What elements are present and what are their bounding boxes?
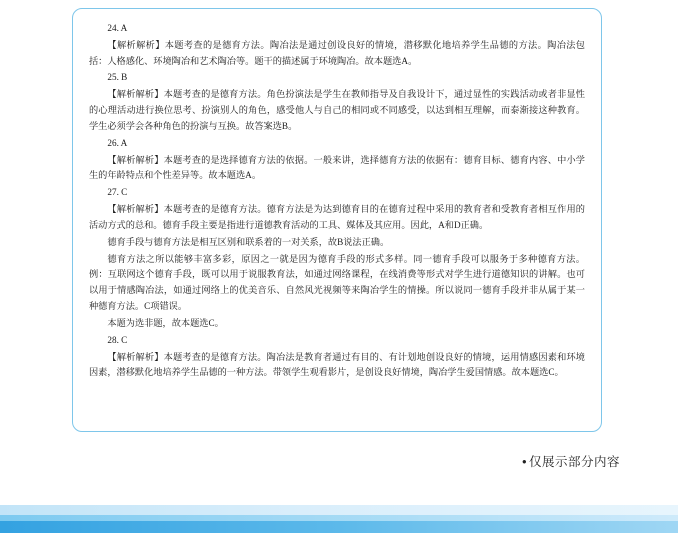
question-number: 24. A	[107, 23, 128, 33]
analysis-paragraph: 【解析解析】本题考查的是德育方法。陶冶法是教育者通过有目的、有计划地创设良好的情境，运用情感因素和环境因素，潜移默化地培养学生品德的一种方法。带领学生观看影片，是创设良好情境，陶冶学生爱国情感。故本题选C。	[89, 351, 585, 378]
analysis-paragraph: 【解析解析】本题考查的是德育方法。陶冶法是通过创设良好的情境，潜移默化地培养学生品德的方法。陶冶法包括：人格感化、环境陶冶和艺术陶冶等。题干的描述属于环境陶冶。故本题选A。	[89, 39, 585, 66]
bullet-icon: •	[522, 455, 527, 469]
question-number: 26. A	[107, 137, 128, 148]
analysis-paragraph: 德育方法之所以能够丰富多彩，原因之一就是因为德育手段的形式多样。同一德育手段可以服务于多种德育方法。例：互联网这个德育手段，既可以用于说服教育法，如通过网络课程，在线消费等形式对学生进行道德知识的讲解。也可以用于情感陶冶法，如通过网络上的优美音乐、自然风光视频等来陶冶学生的情操。所以说同一德育手段并非从属于某一种德育方法。C项错误。	[89, 253, 585, 312]
analysis-paragraph: 本题为选非题，故本题选C。	[107, 317, 224, 328]
analysis-paragraph: 【解析解析】本题考查的是选择德育方法的依据。一般来讲，选择德育方法的依据有：德育目标、德育内容、中小学生的年龄特点和个性差异等。故本题选A。	[89, 154, 585, 181]
analysis-paragraph: 【解析解析】本题考查的是德育方法。角色扮演法是学生在教师指导及自我设计下，通过显性的实践活动或者非显性的心理活动进行换位思考、扮演别人的角色，感受他人与自己的相同或不同感受，以达到相互理解，而泰渐接这种教育。学生必须学会各种角色的扮演与互换。故答案选B。	[89, 89, 585, 131]
question-number: 27. C	[107, 187, 128, 198]
question-number: 25. B	[107, 72, 128, 83]
analysis-paragraph: 德育手段与德育方法是相互区别和联系着的一对关系，故B说法正确。	[107, 236, 390, 247]
band-layer-front	[0, 521, 678, 533]
document-body	[89, 21, 585, 381]
partial-content-label: 仅展示部分内容	[528, 455, 620, 469]
partial-content-note	[0, 452, 620, 470]
document-card	[72, 8, 602, 432]
decorative-bottom-band	[0, 475, 678, 533]
analysis-paragraph: 【解析解析】本题考查的是德育方法。德育方法是为达到德育目的在德育过程中采用的教育者和受教育者相互作用的活动方式的总和。德育手段主要是指进行道德教育活动的工具、媒体及其应用。因此，A和D正确。	[89, 204, 585, 230]
question-number: 28. C	[107, 334, 128, 345]
